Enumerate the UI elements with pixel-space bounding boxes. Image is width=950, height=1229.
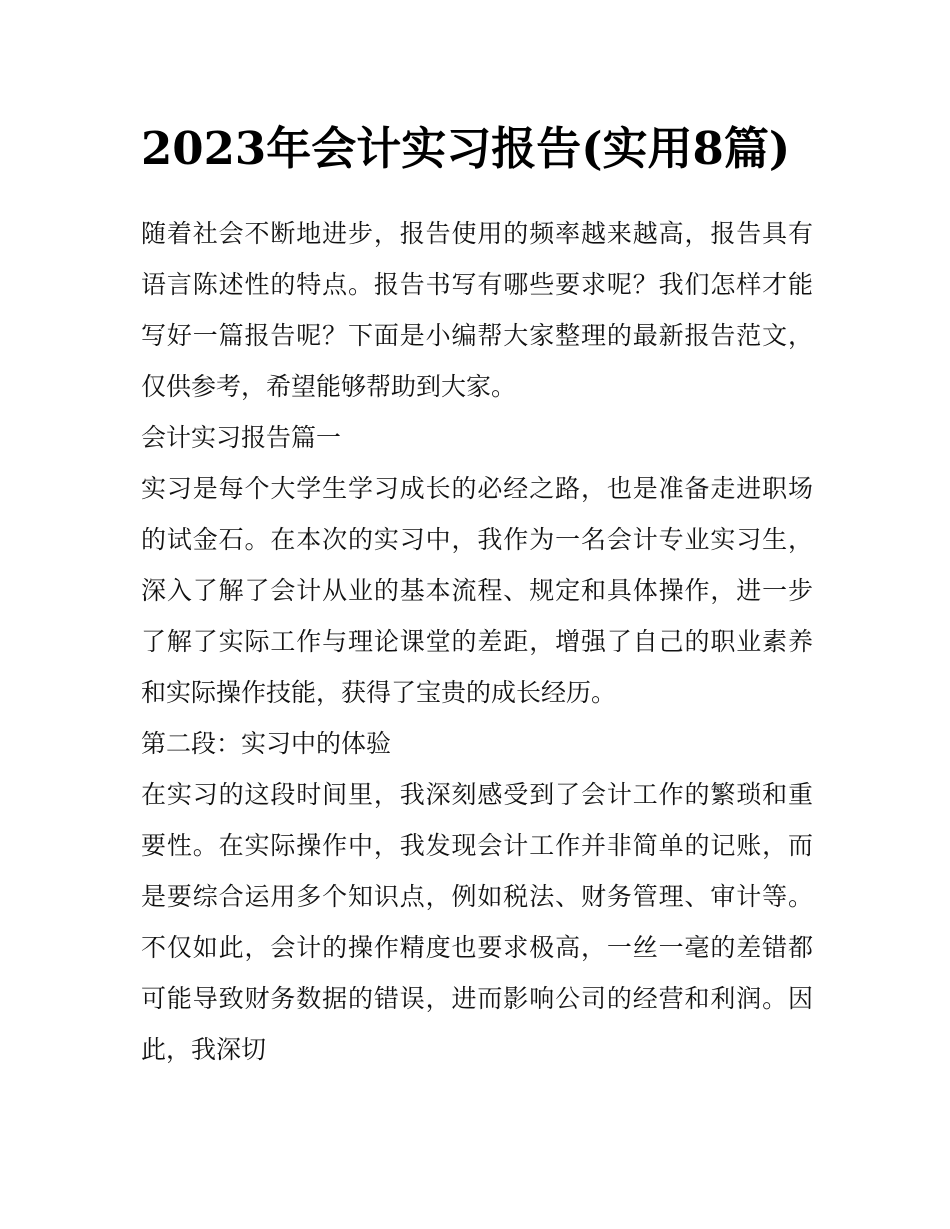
document-body bbox=[141, 208, 813, 1075]
intro-paragraph: 随着社会不断地进步，报告使用的频率越来越高，报告具有语言陈述性的特点。报告书写有哪些要求呢？我们怎样才能写好一篇报告呢？下面是小编帮大家整理的最新报告范文，仅供参考，希望能够帮助到大家。 bbox=[141, 219, 813, 401]
document-page bbox=[141, 0, 813, 1075]
section-heading-part-one: 会计实习报告篇一 bbox=[141, 423, 342, 452]
document-title: 2023年会计实习报告(实用8篇) bbox=[141, 122, 791, 175]
body-paragraph: 实习是每个大学生学习成长的必经之路，也是准备走进职场的试金石。在本次的实习中，我作为一名会计专业实习生，深入了解了会计从业的基本流程、规定和具体操作，进一步了解了实际工作与理论课堂的差距，增强了自己的职业素养和实际操作技能，获得了宝贵的成长经历。 bbox=[141, 474, 813, 707]
section-heading-second-part: 第二段：实习中的体验 bbox=[141, 729, 392, 758]
body-paragraph-experience: 在实习的这段时间里，我深刻感受到了会计工作的繁琐和重要性。在实际操作中，我发现会计工作并非简单的记账，而是要综合运用多个知识点，例如税法、财务管理、审计等。不仅如此，会计的操作精度也要求极高，一丝一毫的差错都可能导致财务数据的错误，进而影响公司的经营和利润。因此，我深切 bbox=[141, 780, 813, 1064]
